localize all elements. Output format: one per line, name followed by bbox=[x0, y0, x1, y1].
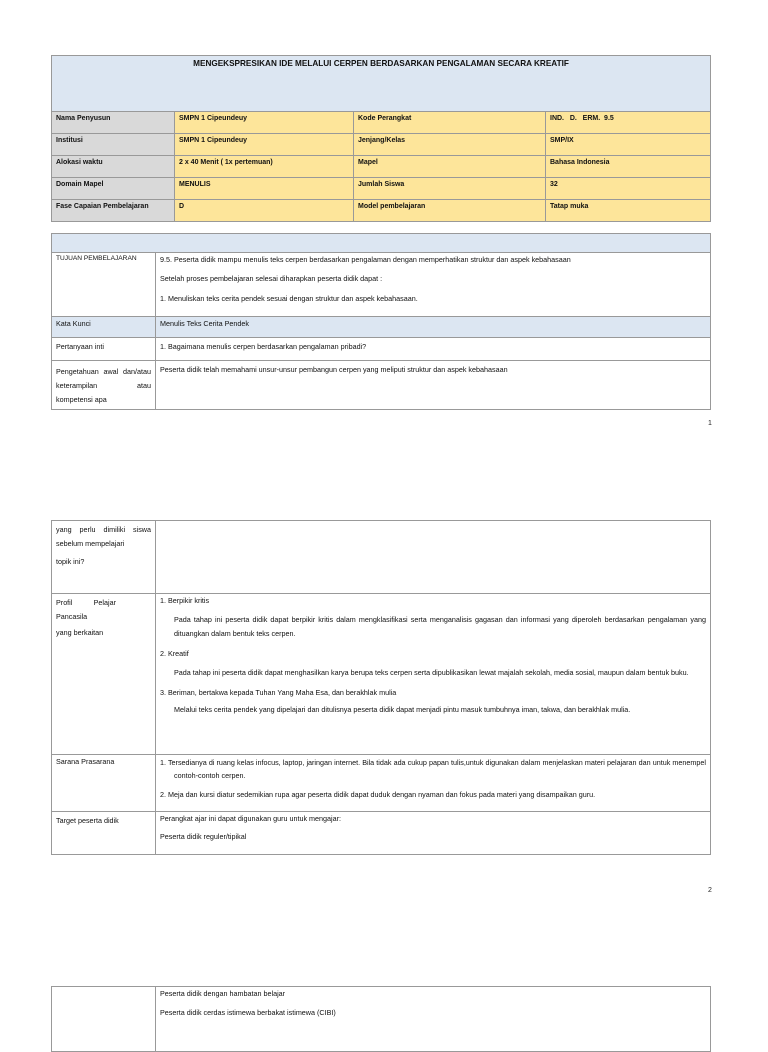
profil-label-text2: yang berkaitan bbox=[56, 628, 104, 638]
sarana-1: 1. Tersedianya di ruang kelas infocus, laptop, jaringan internet. Bila tidak ada cukup papan tulis,untuk digunakan dalam menjelaskan materi pelajaran dan untuk menempel contoh-contoh cerpen. bbox=[160, 758, 706, 780]
tujuan-line2: Setelah proses pembelajaran selesai diharapkan peserta didik dapat : bbox=[160, 274, 383, 284]
pertanyaan-value: 1. Bagaimana menulis cerpen berdasarkan pengalaman pribadi? bbox=[156, 338, 711, 361]
tujuan-line1: 9.5. Peserta didik mampu menulis teks cerpen berdasarkan pengalaman dengan memperhatikan struktur dan aspek kebahasaan bbox=[160, 255, 571, 264]
sarana-2: 2. Meja dan kursi diatur sedemikian rupa agar peserta didik dapat duduk dengan nyaman dan fokus pada materi yang disampaikan guru. bbox=[160, 790, 596, 800]
label-alokasi: Alokasi waktu bbox=[52, 156, 175, 178]
profil-3-text: Melalui teks cerita pendek yang dipelajari dan ditulisnya peserta didik dapat menjadi pintu masuk tumbuhnya iman, takwa, dan berakhlak mulia. bbox=[174, 705, 631, 715]
label-fase: Fase Capaian Pembelajaran bbox=[52, 200, 175, 222]
label-institusi: Institusi bbox=[52, 134, 175, 156]
value-mapel: Bahasa Indonesia bbox=[546, 156, 711, 178]
value-model: Tatap muka bbox=[546, 200, 711, 222]
target-1: Perangkat ajar ini dapat digunakan guru untuk mengajar: bbox=[160, 814, 342, 823]
tujuan-label: TUJUAN PEMBELAJARAN bbox=[52, 253, 156, 317]
kata-kunci-label: Kata Kunci bbox=[52, 317, 156, 338]
value-alokasi: 2 x 40 Menit ( 1x pertemuan) bbox=[175, 156, 354, 178]
pengetahuan-cont-label bbox=[52, 521, 156, 594]
document-title: MENGEKSPRESIKAN IDE MELALUI CERPEN BERDASARKAN PENGALAMAN SECARA KREATIF bbox=[52, 56, 711, 112]
page-number: 2 bbox=[708, 887, 712, 894]
page3-line2: Peserta didik cerdas istimewa berbakat istimewa (CIBI) bbox=[160, 1008, 336, 1018]
pengetahuan-cont-text2: topik ini? bbox=[56, 557, 85, 567]
label-mapel: Mapel bbox=[354, 156, 546, 178]
value-fase: D bbox=[175, 200, 354, 222]
label-jumlah-siswa: Jumlah Siswa bbox=[354, 178, 546, 200]
target-label: Target peserta didik bbox=[52, 812, 156, 855]
label-domain: Domain Mapel bbox=[52, 178, 175, 200]
profil-2-title: 2. Kreatif bbox=[160, 648, 189, 658]
label-model: Model pembelajaran bbox=[354, 200, 546, 222]
sarana-content bbox=[156, 755, 711, 812]
value-jenjang: SMP/IX bbox=[546, 134, 711, 156]
pengetahuan-label: Pengetahuan awal dan/atau keterampilan atau kompetensi apa bbox=[52, 361, 156, 410]
pengetahuan-cont-value bbox=[156, 521, 711, 594]
profil-label-text: Profil Pelajar Pancasila bbox=[56, 598, 116, 622]
learning-goals-table bbox=[51, 233, 711, 410]
target-2: Peserta didik reguler/tipikal bbox=[160, 832, 247, 842]
page3-label bbox=[52, 987, 156, 1052]
page3-table bbox=[51, 986, 711, 1052]
page2-table bbox=[51, 520, 711, 855]
value-domain: MENULIS bbox=[175, 178, 354, 200]
kata-kunci-value: Menulis Teks Cerita Pendek bbox=[156, 317, 711, 338]
tujuan-content bbox=[156, 253, 711, 317]
value-jumlah-siswa: 32 bbox=[546, 178, 711, 200]
blue-header-row bbox=[52, 234, 711, 253]
label-jenjang: Jenjang/Kelas bbox=[354, 134, 546, 156]
pengetahuan-cont-text: yang perlu dimiliki siswa sebelum mempelajari bbox=[56, 525, 151, 549]
identity-table bbox=[51, 55, 711, 222]
page3-line1: Peserta didik dengan hambatan belajar bbox=[160, 989, 286, 998]
pertanyaan-label: Pertanyaan inti bbox=[52, 338, 156, 361]
value-nama-penyusun: SMPN 1 Cipeundeuy bbox=[175, 112, 354, 134]
profil-2-text: Pada tahap ini peserta didik dapat menghasilkan karya berupa teks cerpen serta dipublikasikan lewat majalah sekolah, media sosial, maupun dalam bentuk buku. bbox=[174, 668, 689, 678]
page3-content bbox=[156, 987, 711, 1052]
pengetahuan-value: Peserta didik telah memahami unsur-unsur pembangun cerpen yang meliputi struktur dan aspek kebahasaan bbox=[156, 361, 711, 410]
profil-1-text: Pada tahap ini peserta didik dapat berpikir kritis dalam mengklasifikasi serta menganalisis gagasan dan informasi yang diperoleh berdasarkan pengalaman yang dituangkan dalam bentuk teks cerpen. bbox=[174, 615, 706, 639]
label-nama-penyusun: Nama Penyusun bbox=[52, 112, 175, 134]
profil-3-title: 3. Beriman, bertakwa kepada Tuhan Yang Maha Esa, dan berakhlak mulia bbox=[160, 687, 397, 697]
sarana-label: Sarana Prasarana bbox=[52, 755, 156, 812]
value-kode-perangkat: IND. D. ERM. 9.5 bbox=[546, 112, 711, 134]
label-kode-perangkat: Kode Perangkat bbox=[354, 112, 546, 134]
profil-1-title: 1. Berpikir kritis bbox=[160, 596, 210, 605]
tujuan-line3: 1. Menuliskan teks cerita pendek sesuai dengan struktur dan aspek kebahasaan. bbox=[160, 293, 418, 303]
page-number: 1 bbox=[708, 420, 712, 427]
profil-label bbox=[52, 594, 156, 755]
profil-content bbox=[156, 594, 711, 755]
target-content bbox=[156, 812, 711, 855]
value-institusi: SMPN 1 Cipeundeuy bbox=[175, 134, 354, 156]
